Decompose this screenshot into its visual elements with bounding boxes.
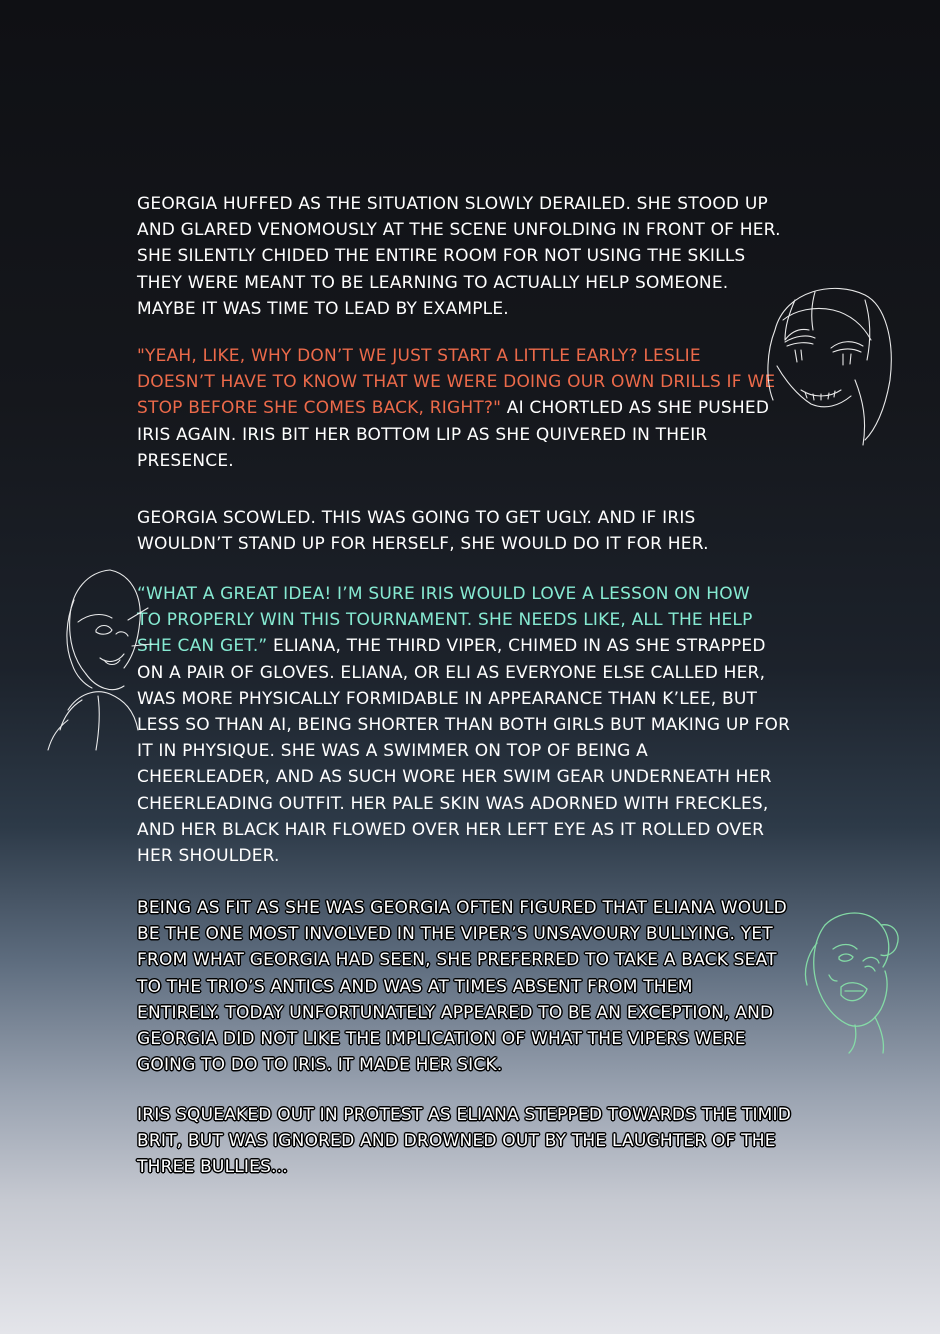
paragraph-3-text: GEORGIA SCOWLED. THIS WAS GOING TO GET UGLY. AND IF IRIS WOULDN’T STAND UP FOR HERSELF, SHE WOULD DO IT FOR HER. <box>137 508 709 555</box>
paragraph-6 <box>137 1102 817 1181</box>
paragraph-2 <box>137 343 817 474</box>
paragraph-5-text: BEING AS FIT AS SHE WAS GEORGIA OFTEN FIGURED THAT ELIANA WOULD BE THE ONE MOST INVOLVED IN THE VIPER’S UNSAVOURY BULLYING. YET FROM WHAT GEORGIA HAD SEEN, SHE PREFERRED TO TAKE A BACK SEAT TO THE TRIO’S ANTICS AND WAS AT TIMES ABSENT FROM THEM ENTIRELY. TODAY UNFORTUNATELY APPEARED TO BE AN EXCEPTION, AND GEORGIA DID NOT LIKE THE IMPLICATION OF WHAT THE VIPERS WERE GOING TO DO TO IRIS. IT MADE HER SICK. <box>137 898 787 1076</box>
eliana-dialogue: “WHAT A GREAT IDEA! I’M SURE IRIS WOULD LOVE A LESSON ON HOW TO PROPERLY WIN THIS TOURNAMENT. SHE NEEDS LIKE, ALL THE HELP SHE CAN GET.” <box>137 584 753 657</box>
paragraph-3 <box>137 505 817 557</box>
paragraph-4-narration: ELIANA, THE THIRD VIPER, CHIMED IN AS SHE STRAPPED ON A PAIR OF GLOVES. ELIANA, OR ELI AS EVERYONE ELSE CALLED HER, WAS MORE PHYSICALLY FORMIDABLE IN APPEARANCE THAN K’LEE, BUT LESS SO THAN AI, BEING SHORTER THAN BOTH GIRLS BUT MAKING UP FOR IT IN PHYSIQUE. SHE WAS A SWIMMER ON TOP OF BEING A CHEERLEADER, AND AS SUCH WORE HER SWIM GEAR UNDERNEATH HER CHEERLEADING OUTFIT. HER PALE SKIN WAS ADORNED WITH FRECKLES, AND HER BLACK HAIR FLOWED OVER HER LEFT EYE AS IT ROLLED OVER HER SHOULDER. <box>137 636 791 867</box>
paragraph-1-text: GEORGIA HUFFED AS THE SITUATION SLOWLY DERAILED. SHE STOOD UP AND GLARED VENOMOUSLY AT THE SCENE UNFOLDING IN FRONT OF HER. SHE SILENTLY CHIDED THE ENTIRE ROOM FOR NOT USING THE SKILLS THEY WERE MEANT TO BE LEARNING TO ACTUALLY HELP SOMEONE. MAYBE IT WAS TIME TO LEAD BY EXAMPLE. <box>137 194 781 319</box>
paragraph-6-text: IRIS SQUEAKED OUT IN PROTEST AS ELIANA STEPPED TOWARDS THE TIMID BRIT, BUT WAS IGNORED AND DROWNED OUT BY THE LAUGHTER OF THE THREE BULLIES... <box>137 1105 792 1178</box>
ai-dialogue: "YEAH, LIKE, WHY DON’T WE JUST START A LITTLE EARLY? LESLIE DOESN’T HAVE TO KNOW THAT WE WERE DOING OUR OWN DRILLS IF WE STOP BEFORE SHE COMES BACK, RIGHT?" <box>137 346 776 419</box>
paragraph-4 <box>137 581 817 869</box>
paragraph-2-narration: AI CHORTLED AS SHE PUSHED IRIS AGAIN. IRIS BIT HER BOTTOM LIP AS SHE QUIVERED IN THEIR PRESENCE. <box>137 398 770 471</box>
paragraph-1 <box>137 191 817 322</box>
paragraph-5 <box>137 895 817 1078</box>
